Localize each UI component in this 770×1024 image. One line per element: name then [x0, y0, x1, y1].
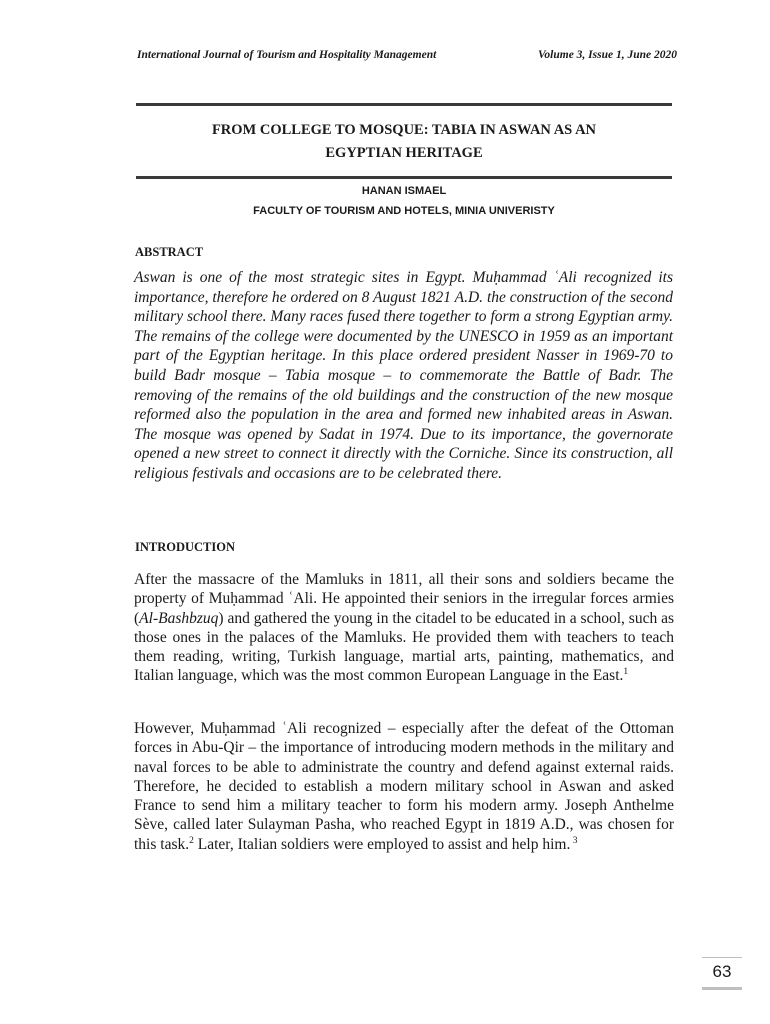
p2-text-b: Later, Italian soldiers were employed to assist and help him.	[193, 835, 571, 853]
introduction-paragraph-1	[134, 570, 674, 686]
title-line-1: FROM COLLEGE TO MOSQUE: TABIA IN ASWAN AS AN	[211, 122, 597, 138]
abstract-heading: ABSTRACT	[135, 245, 204, 259]
article-title	[136, 119, 672, 165]
abstract-text: Aswan is one of the most strategic sites in Egypt. Muḥammad ʿAli recognized its importance, therefore he ordered on 8 August 1821 A.D. the construction of the second military school there. Many races fused there together to form a strong Egyptian army. The remains of the college were documented by the UNESCO in 1959 as an important part of the Egyptian heritage. In this place ordered president Nasser in 1969-70 to build Badr mosque – Tabia mosque – to commemorate the Battle of Badr. The removing of the remains of the old buildings and the construction of the new mosque reformed also the population in the area and formed new inhabited areas in Aswan. The mosque was opened by Sadat in 1974. Due to its importance, the governorate opened a new street to connect it directly with the Corniche. Since its construction, all religious festivals and occasions are to be celebrated there.	[134, 269, 673, 482]
journal-name: International Journal of Tourism and Hospitality Management	[137, 49, 437, 61]
introduction-heading: INTRODUCTION	[135, 540, 236, 554]
footnote-ref-3[interactable]: 3	[570, 835, 578, 846]
page-number: 63	[712, 962, 732, 981]
author-affiliation: FACULTY OF TOURISM AND HOTELS, MINIA UNIVERISTY	[253, 205, 555, 217]
title-rule-bottom	[136, 176, 672, 179]
p1-text-a: After the massacre of the Mamluks in 1811, all their sons and soldiers became the property of Muḥammad ʿAli. He appointed their seniors in the irregular forces armies (	[134, 571, 674, 627]
author-name: HANAN ISMAEL	[361, 185, 447, 197]
running-header	[137, 49, 677, 61]
p2-text-a: However, Muḥammad ʿAli recognized – especially after the defeat of the Ottoman forces in Abu-Qir – the importance of introducing modern methods in the military and naval forces to be able to administrate the country and defend against external raids. Therefore, he decided to establish a modern military school in Aswan and asked France to send him a military teacher to form his modern army. Joseph Anthelme Sève, called later Sulayman Pasha, who reached Egypt in 1819 A.D., was chosen for this task.	[134, 720, 674, 853]
footnote-ref-1[interactable]: 1	[623, 667, 629, 678]
page-number-rule-top	[702, 957, 742, 958]
page-number-rule-bottom	[702, 987, 742, 990]
p1-italic-term: Al-Bashbzuq	[139, 609, 219, 627]
p1-text-b: ) and gathered the young in the citadel to be educated in a school, such as those ones in the palaces of the Mamluks. He provided them with teachers to teach them reading, writing, Turkish language, martial arts, painting, mathematics, and Italian language, which was the most common European Language in the East.	[134, 609, 674, 685]
introduction-paragraph-2	[134, 719, 674, 854]
footnote-ref-2[interactable]: 2	[189, 835, 194, 846]
title-line-2: EGYPTIAN HERITAGE	[325, 145, 483, 161]
title-rule-top	[136, 103, 672, 106]
volume-info: Volume 3, Issue 1, June 2020	[538, 49, 677, 61]
